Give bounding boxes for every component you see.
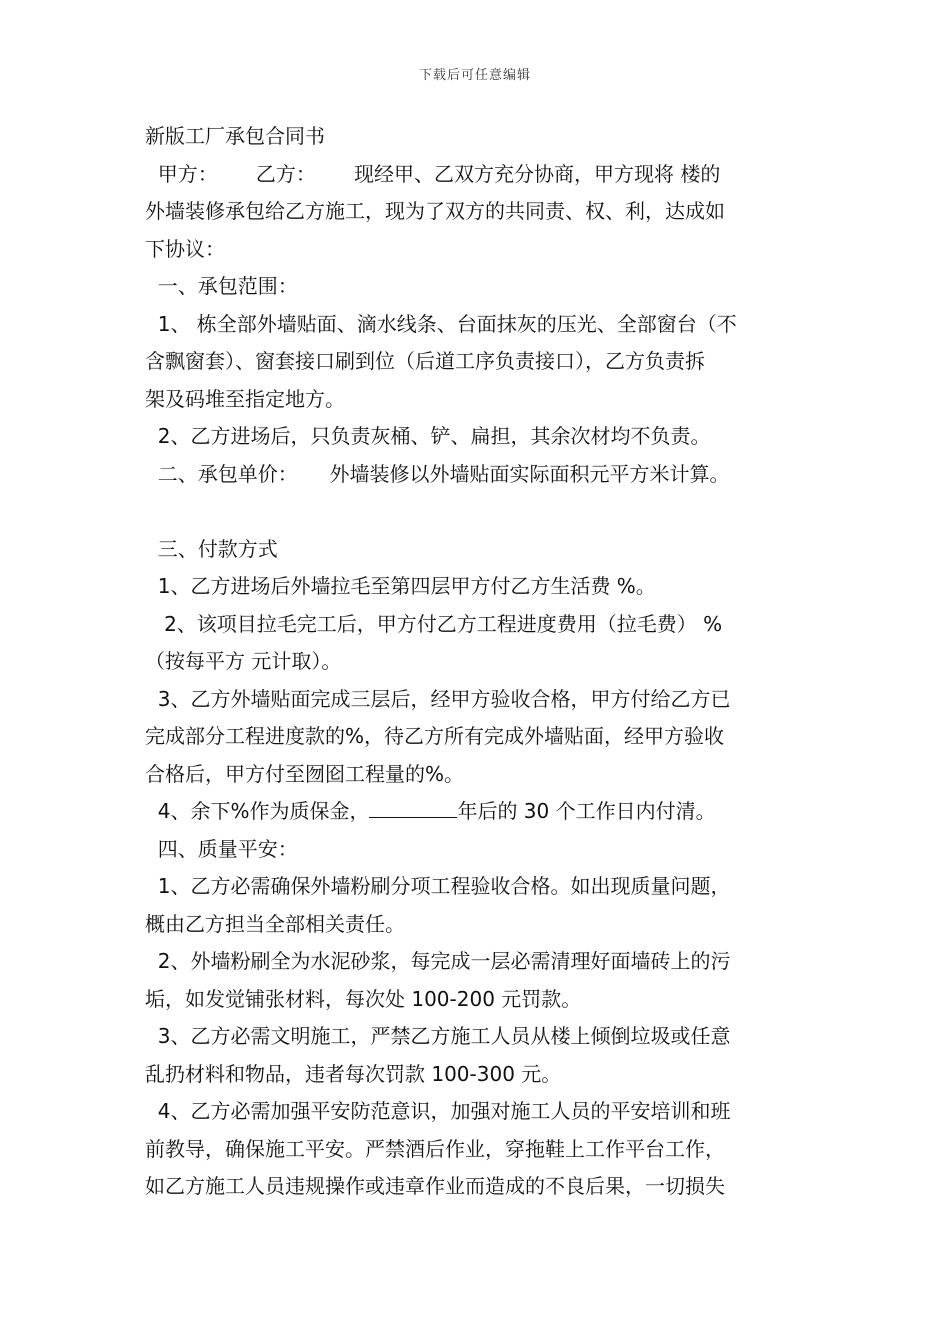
section-4-item-4-line-3: 如乙方施工人员违规操作或违章作业而造成的不良后果，一切损失 xyxy=(145,1174,725,1198)
intro-line-3: 下协议： xyxy=(145,236,225,261)
section-1-item-2: 2、乙方进场后，只负责灰桶、铲、扁担，其余次材均不负责。 xyxy=(145,424,711,448)
section-4-item-1-line-1: 1、乙方必需确保外墙粉刷分项工程验收合格。如出现质量问题， xyxy=(145,874,731,898)
blank-line xyxy=(145,493,820,531)
section-4-item-3-line-2: 乱扔材料和物品，违者每次罚款 100-300 元。 xyxy=(145,1061,562,1086)
section-4-item-3-line-1: 3、乙方必需文明施工，严禁乙方施工人员从楼上倾倒垃圾或任意 xyxy=(145,1024,731,1048)
section-4-item-4-line-2: 前教导，确保施工平安。严禁酒后作业，穿拖鞋上工作平台工作， xyxy=(145,1136,725,1161)
section-4-item-4-line-1: 4、乙方必需加强平安防范意识，加强对施工人员的平安培训和班 xyxy=(145,1099,731,1123)
section-3-item-3-line-3: 合格后，甲方付至囫囵工程量的%。 xyxy=(145,761,465,786)
fill-in-blank xyxy=(369,795,457,818)
section-1-item-1-line-1: 1、 栋全部外墙贴面、滴水线条、台面抹灰的压光、全部窗台（不 xyxy=(145,311,737,336)
section-4-item-2-line-1: 2、外墙粉刷全为水泥砂浆，每完成一层必需清理好面墙砖上的污 xyxy=(145,949,731,973)
section-1-item-1-line-3: 架及码堆至指定地方。 xyxy=(145,386,345,411)
section-3-item-4 xyxy=(145,793,820,831)
section-4-heading: 四、质量平安： xyxy=(145,836,298,861)
intro-line-1: 甲方： 乙方： 现经甲、乙双方充分协商，甲方现将 楼的 xyxy=(145,161,721,186)
section-3-item-2-line-2: （按每平方 元计取）。 xyxy=(145,649,342,673)
section-1-heading: 一、承包范围： xyxy=(145,274,298,298)
section-3-item-4-after: 年后的 30 个工作日内付清。 xyxy=(457,799,716,823)
section-1-item-1-line-2: 含飘窗套）、窗套接口刷到位（后道工序负责接口），乙方负责拆 xyxy=(145,349,705,373)
section-4-item-2-line-2: 垢，如发觉铺张材料，每次处 100-200 元罚款。 xyxy=(145,986,582,1011)
section-3-item-3-line-1: 3、乙方外墙贴面完成三层后，经甲方验收合格，甲方付给乙方已 xyxy=(145,686,731,711)
section-4-item-1-line-2: 概由乙方担当全部相关责任。 xyxy=(145,911,405,936)
intro-line-2: 外墙装修承包给乙方施工，现为了双方的共同责、权、利，达成如 xyxy=(145,199,725,223)
section-2-heading: 二、承包单价： 外墙装修以外墙贴面实际面积元平方米计算。 xyxy=(145,461,730,486)
document-body xyxy=(145,118,820,1206)
document-title: 新版工厂承包合同书 xyxy=(145,124,325,148)
section-3-item-1: 1、乙方进场后外墙拉毛至第四层甲方付乙方生活费 %。 xyxy=(145,574,656,598)
header-note: 下载后可任意编辑 xyxy=(418,68,531,83)
section-3-item-4-before: 4、余下%作为质保金， xyxy=(145,799,370,823)
section-3-heading: 三、付款方式 xyxy=(145,536,278,561)
section-3-item-3-line-2: 完成部分工程进度款的%，待乙方所有完成外墙贴面，经甲方验收 xyxy=(145,724,725,748)
section-3-item-2-line-1: 2、该项目拉毛完工后，甲方付乙方工程进度费用（拉毛费） % xyxy=(145,611,723,636)
